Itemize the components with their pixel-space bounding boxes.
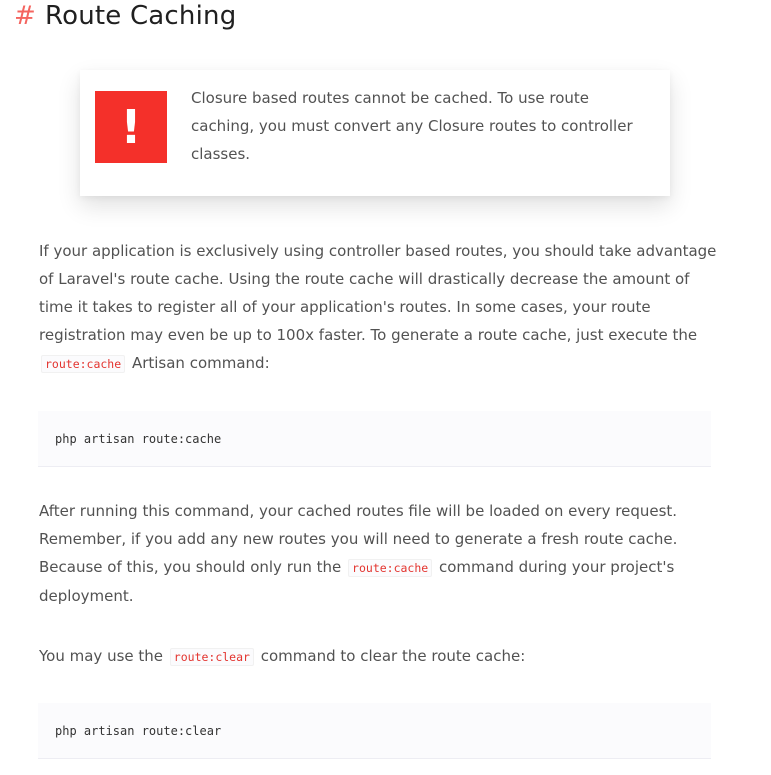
code-line: php artisan route:clear	[55, 723, 222, 738]
inline-code-route-clear: route:clear	[170, 648, 254, 666]
paragraph-text: You may use the	[39, 647, 164, 665]
code-line: php artisan route:cache	[55, 431, 222, 446]
paragraph-route-clear	[39, 642, 719, 671]
warning-callout	[80, 70, 670, 196]
heading-anchor-link[interactable]: #	[14, 1, 36, 31]
paragraph-after-running	[39, 497, 719, 610]
inline-code-route-cache: route:cache	[41, 355, 125, 373]
paragraph-text: command to clear the route cache:	[260, 647, 526, 665]
paragraph-text: command during your project's deployment.	[39, 558, 675, 605]
paragraph-text: After running this command, your cached routes file will be loaded on every request. Remember, if you add any new routes you will need to generate a fresh route cache. Because of this, you should only run the	[39, 502, 678, 576]
code-block-route-cache	[38, 411, 711, 467]
page-title: Route Caching	[45, 1, 237, 31]
paragraph-route-cache-intro	[39, 237, 719, 378]
callout-text: Closure based routes cannot be cached. To use route caching, you must convert any Closure routes to controller classes.	[191, 89, 633, 163]
paragraph-text: If your application is exclusively using controller based routes, you should take advantage of Laravel's route cache. Using the route cache will drastically decrease the amount of time it takes to register all of your application's routes. In some cases, your route registration may even be up to 100x faster. To generate a route cache, just execute the	[39, 242, 717, 344]
inline-code-route-cache: route:cache	[348, 559, 432, 577]
paragraph-text: Artisan command:	[131, 354, 270, 372]
exclamation-symbol: !	[120, 100, 142, 154]
page-heading	[14, 0, 236, 36]
exclamation-icon	[95, 91, 167, 163]
code-block-route-clear	[38, 703, 711, 759]
